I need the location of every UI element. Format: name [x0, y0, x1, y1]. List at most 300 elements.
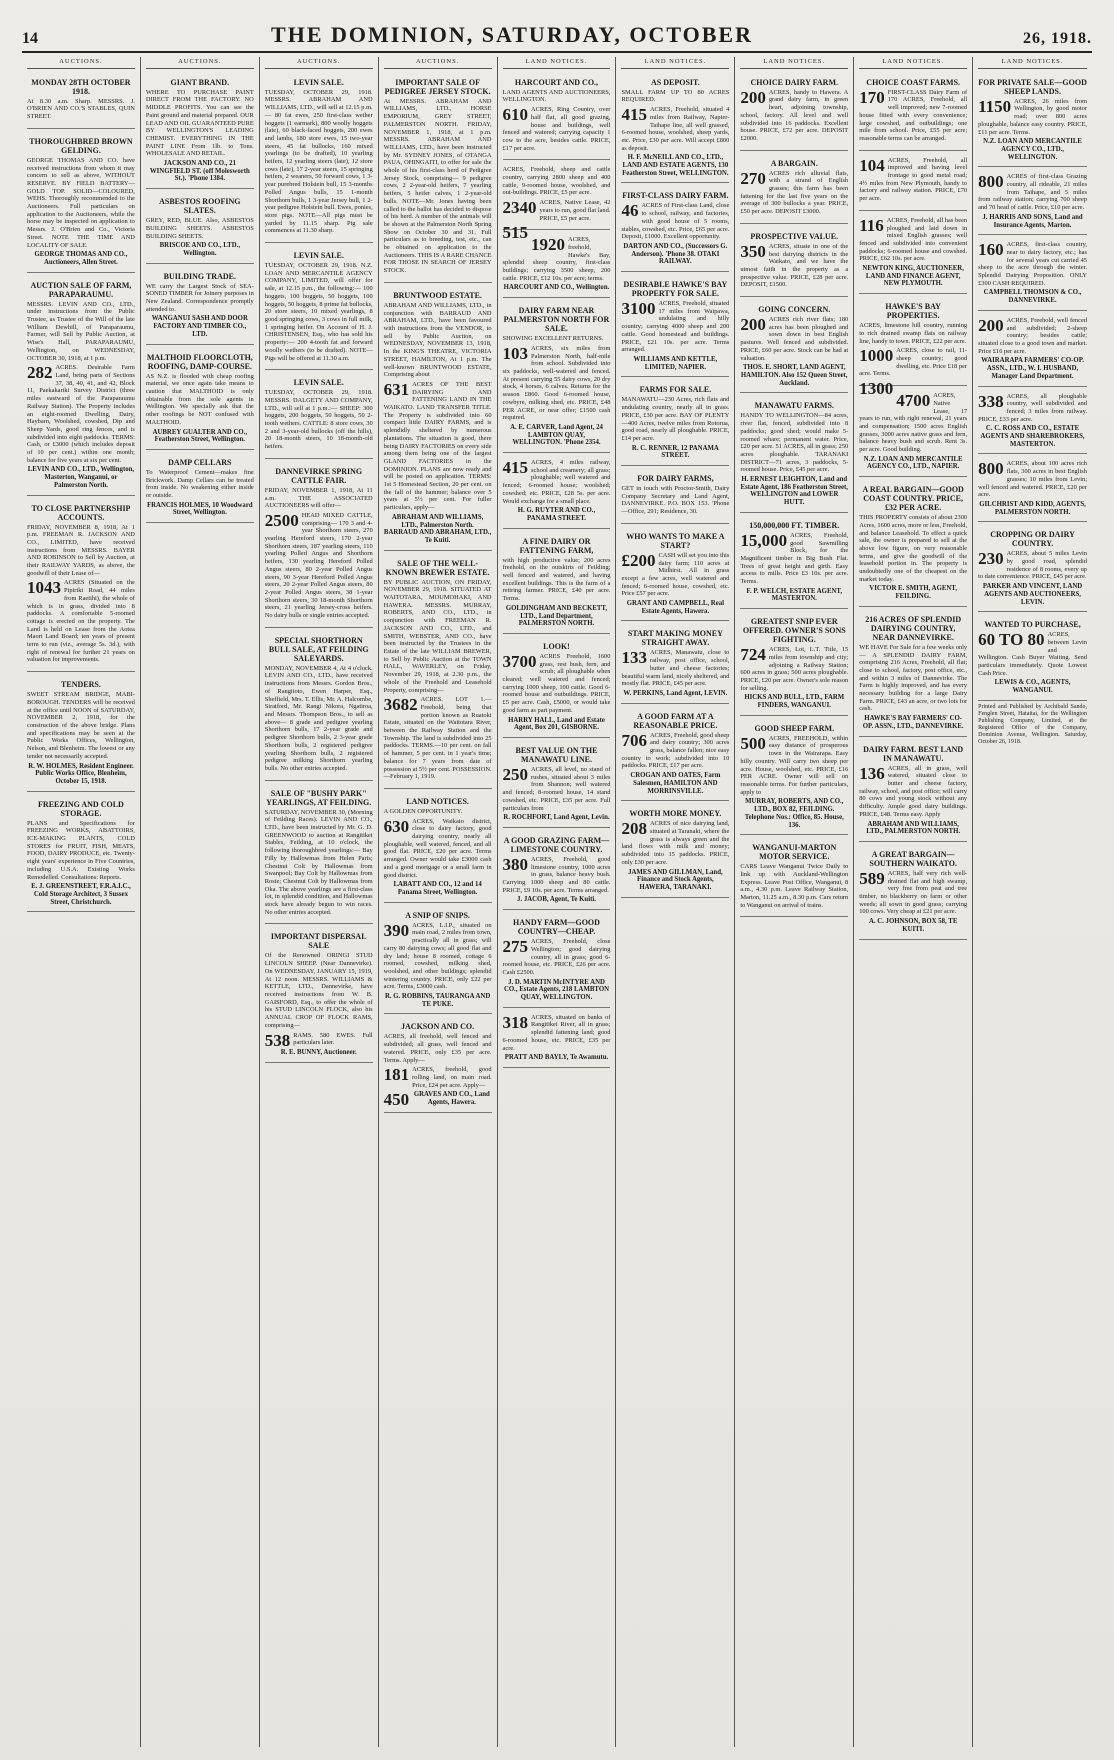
issue-date: 26, 1918. — [1023, 30, 1092, 47]
ad-text: 103 ACRES, six miles from Palmerston North, half-mile from school. Subdivided into six paddocks, well-watered and fenced. At present carrying 55 dairy cows, 20 dry stock, 4 horses, 6 calves. Returns for the season £860. Good 6-roomed house, cowbyre, milking shed, etc. PRICE, £48 PER ACRE, or near offer; £1500 cash required. — [502, 343, 611, 422]
advertisement — [502, 163, 611, 243]
ad-text: 415 ACRES, Freehold, situated 4 miles from Railway, Napier-Taihape line, all well grassed, 6-roomed house, woolshed, sheep yards, etc. Price, £30 per acre. Will accept £800 as deposit. — [621, 105, 730, 152]
ad-acreage: 515 — [502, 223, 529, 243]
ad-text: BY PUBLIC AUCTION, ON FRIDAY, NOVEMBER 29, 1918. SITUATED AT WAITOTARA, MOUMOHAKI, AND HAWERA. MESSRS. MURRAY, ROBERTS, AND CO., LTD., in conjunction with FREEMAN R. JACKSON AND CO., LTD., and SMITH, WEBSTER, AND CO., have been instructed by the Trustees in the Estate of the late WILLIAM BREWER, to Sell by Public Auction at the TOWN HALL, WAVERLEY, on Friday, November 29, 1918, at 2.30 p.m., the whole of the Freehold and Leasehold Property, comprising— — [383, 578, 492, 694]
ad-text: MANAWATU—230 Acres, rich flats and undulating country, nearly all in grass. PRICE, £30 per acre. BAY OF PLENTY—400 Acres, twelve miles from Rotorua, good road, nearly all ploughable. PRICE, £14 per acre. — [621, 396, 730, 442]
ad-signature: N.Z. LOAN AND MERCANTILE AGENCY CO., LTD., WELLINGTON. — [983, 138, 1082, 161]
ad-heading: FIRST-CLASS DAIRY FARM. — [622, 191, 729, 201]
ad-acreage: 1150 — [978, 96, 1012, 116]
ad-heading: GREATEST SNIP EVER OFFERED. OWNER'S SONS FIGHTING. — [742, 617, 846, 645]
ad-text: 2500 HEAD MIXED CATTLE, comprising— 170 3 and 4-year Shorthorn steers, 270 yearling Hereford steers, 170 2-year Shorthorn steers, 187 yearling steers, 110 yearling Polled Angus and Shorthorn heifers, 130 yearling Hereford Polled Angus steers, 80 2-year Polled Angus steers, 90 3-year Hereford Polled Angus steers, 20 2-year Polled Angus steers, 80 2-year Polled Angus steers, 38 1-year Shorthorn steers, 30 18-month Shorthorn steers, 21 yearling Jersey-cross heifers. No dairy bulls or single entries accepted. — [264, 510, 373, 620]
ad-text: WE carry the Largest Stock of SEA-SONED TIMBER for Joinery purposes in New Zealand. Correspondence promptly attended to. — [145, 282, 254, 313]
ad-text: MESSRS. LEVIN AND CO., LTD., under instructions from the Public Trustee, as Trustee of the Will of the late William Dewhill, of Paraparaumu, Farmer, will Sell by Public Auction, at Wise's Hall, PARAPARAUMU, Wellington, on WEDNESDAY, OCTOBER 30, 1918, at 1 p.m. — [27, 300, 135, 362]
ad-acreage: 338 — [978, 391, 1004, 411]
ad-signature: A. C. JOHNSON, BOX 58, TE KUITI. — [868, 918, 958, 933]
ad-signature: J. HARRIS AND SONS, Land and Insurance Agents, Marton. — [982, 213, 1083, 229]
ad-heading: A GOOD FARM AT A REASONABLE PRICE. — [633, 711, 718, 730]
advertisement — [621, 527, 729, 622]
ad-acreage: 282 — [27, 363, 53, 383]
ad-acreage: 3700 — [502, 651, 537, 671]
ad-text: with high productive value; 200 acres freehold, on the outskirts of Feilding; well fenced and watered, and having excellent buildings. This is the farm of a retiring farmer. PRICE, £40 per acre. Terms. — [502, 556, 611, 603]
ad-text: SATURDAY, NOVEMBER 30, (Morning of Feilding Races). LEVIN AND CO., LTD., have been instructed by Mr. G. D. GREENWOOD to auction at Rangitikei Stables, Feilding, at 10 o'clock, the following thoroughbred yearlings:— Bay Filly by Hallowmas from Helen Paris; Chestnut Colt by Hallowmas from Swanpool; Bay Colt by Hallowmas from Rosie; Chestnut Colt by Hallowmas from Oka. The above yearlings are a first-class lot, in splendid condition, and Hallowmas stock have already begun to win races. No other entries accepted. — [264, 808, 373, 916]
advertisement — [384, 1017, 492, 1112]
ad-text: SHOWING EXCELLENT RETURNS. — [502, 335, 604, 343]
ad-heading: HAWKE'S BAY PROPERTIES. — [885, 302, 941, 321]
ad-heading: GIANT BRAND. — [170, 77, 230, 87]
advertisement — [740, 300, 848, 393]
ad-signature: GEORGE THOMAS AND CO., Auctioneers, Allen Street. — [34, 251, 128, 266]
ad-heading: MALTHOID FLOORCLOTH, ROOFING, DAMP-COURSE. — [146, 352, 253, 371]
advertisement — [621, 707, 729, 802]
ad-text: 60 TO 80 ACRES, between Levin and Wellington. Cash Buyer Waiting. Send particulars immediately. Quote Lowest Cash Price. — [978, 630, 1087, 677]
advertisement — [859, 73, 967, 151]
column-header: LAND NOTICES. — [740, 57, 848, 69]
ad-heading: MONDAY 28TH OCTOBER 1918. — [31, 77, 131, 96]
ad-text: 1920 ACRES, freehold, Hawke's Bay, splendid sheep country, first-class buildings; carrying 3500 sheep, 200 cattle. PRICE, £12 10s. per acre; terms. — [502, 235, 611, 282]
advertisement — [265, 784, 373, 925]
advertisement — [27, 499, 135, 673]
ad-text: ACRES, limestone hill country, running to rich drained swamp flats on railway line, handy to town. PRICE, £22 per acre. — [859, 322, 968, 345]
ad-acreage: 200 — [740, 315, 766, 335]
ad-signature: R. ROCHFORT, Land Agent, Levin. — [503, 814, 610, 822]
masthead — [22, 18, 1092, 53]
ad-text: 589 ACRES, half very rich well-drained flat and high swamp, very free from peat and tree timber, no blackberry on farm or other weeds; all sown in good grass; carrying 100 cows. Very cheap at £21 per acre. — [859, 868, 968, 916]
ad-text: 1043 ACRES (Situated on the Pipiriki Road, 44 miles from Raetihi), the whole of which is in grass, divided into 8 paddocks. A comfortable 5-roomed cottage is erected on the property. The Land is held on Lease from the Aotea Maori Land Board; ten years of present term to run (viz., average 5s. 3d.), with right of renewal for further 21 years on valuation for improvements. — [27, 578, 135, 664]
advertisement — [978, 314, 1087, 387]
ad-text: 4700 ACRES, Native Lease, 17 years to run, with right renewal, 21 years and compensation; 1500 acres English grasses, 3000 acres native grass and fern, balance heavy bush and scrub. Rent 3s. per acre. Good building. — [859, 391, 968, 454]
column — [141, 57, 260, 1747]
ad-text: GEORGE THOMAS AND CO. have received instructions from whom it may concern to sell as above, WITHOUT RESERVE. BY FIELD BATTERY—GOLD TOP. SOLID—COLOURED, WEHS. Thoroughly recommended to the Auctioneers. Full particulars on application to the Auctioneers, while the horse may be inspected on application to Messrs. J. O'Brien and Co., Victoria Street. NOTE THE TIME AND LOCALITY OF SALE. — [27, 156, 135, 249]
advertisement — [621, 186, 729, 272]
ad-text: 181 ACRES, freehold, good rolling land, on main road. Price, £24 per acre. Apply— — [383, 1065, 492, 1089]
ad-acreage: 133 — [621, 648, 647, 668]
advertisement — [621, 275, 729, 377]
ad-signature: FRANCIS HOLMES, 10 Woodward Street, Wellington. — [147, 501, 253, 517]
advertisement — [27, 73, 135, 129]
ad-text: 631 ACRES OF THE BEST DAIRYING AND FATTENING LAND IN THE WAIKATO. LAND TRANSFER TITLE. The Property is subdivided into 60 compact little DAIRY FARMS, and is splendidly sheltered by numerous plantations. The situation is good, there being DAIRY FACTORIES on every side among them being one of the largest GLAND FACTORIES in the DOMINION. PLANS are now ready and will be posted on application. TERMS: 1st 5 Homestead Section, 20 per cent. on the fall of the hammer; balance over 5 years at 5½ per cent. For fuller particulars, apply— — [383, 379, 492, 512]
column-header: LAND NOTICES. — [503, 57, 611, 69]
advertisement — [621, 624, 729, 703]
advertisement — [146, 267, 254, 345]
ad-signature: R. G. ROBBINS, TAURANGA AND TE PUKE. — [384, 993, 491, 1008]
advertisement — [146, 73, 254, 189]
advertisement — [384, 792, 492, 903]
ad-signature: VICTOR E. SMITH, AGENT, FEILDING. — [869, 585, 958, 601]
ad-text: 170 FIRST-CLASS Dairy Farm of 170 ACRES, Freehold, all well improved; new 7-roomed house fitted with every convenience; large cowshed, and outbuildings; one mile from school. Price, £55 per acre; reasonable terms can be arranged. — [859, 87, 968, 142]
ad-heading: FOR DAIRY FARMS, — [637, 474, 714, 484]
ad-heading: A BARGAIN. — [770, 158, 818, 168]
ad-signature: HICKS AND BULL, LTD., FARM FINDERS, WANGANUI. — [744, 694, 845, 710]
advertisement — [978, 170, 1087, 235]
ad-text: 724 ACRES, Lot, L.T. Title, 15 miles from township and city; adjoining a Railway Station; 600 acres in grass; 500 acres ploughable. PRICE, £20 per acre. Owner's sole reason for selling. — [740, 645, 849, 692]
ad-acreage: 800 — [978, 459, 1004, 479]
advertisement — [27, 276, 135, 496]
ad-signature: LEVIN AND CO., LTD., Wellington, Masterton, Wanganui, or Palmerston North. — [27, 466, 135, 489]
ad-signature: N.Z. LOAN AND MERCANTILE AGENCY CO., LTD., NAPIER. — [863, 455, 963, 471]
ad-heading: DAMP CELLARS — [168, 457, 232, 467]
ad-signature: ABRAHAM AND WILLIAMS, LTD., PALMERSTON NORTH. — [866, 820, 961, 836]
printer-imprint: Printed and Published by Archibald Sando, Fenglen Street, Hataitai, for the Wellington Publishing Company, Limited, at the Registered Office of the Company, Dominion Avenue, Wellington. Saturday, October 26, 1918. — [978, 703, 1087, 745]
ad-acreage: 1000 — [859, 346, 894, 366]
ad-signature: CROGAN AND OATES, Farm Salesmen, HAMILTON AND MORRINSVILLE. — [630, 772, 721, 795]
ad-acreage: 181 — [383, 1065, 410, 1085]
ad-text: 160 ACRES, first-class country, near to dairy factory, etc.; has for several years cut carried 45 sheep to the acre through the winter. Splendid Dairying Proposition. ONLY £300 CASH REQUIRED. — [978, 240, 1087, 287]
ad-acreage: 380 — [502, 854, 529, 874]
advertisement — [859, 480, 967, 607]
ad-heading: AS DEPOSIT. — [651, 77, 700, 87]
advertisement — [740, 73, 848, 151]
advertisement — [859, 740, 967, 842]
column-grid — [22, 57, 1092, 1747]
ad-acreage: 3682 — [383, 695, 418, 715]
column-header: LAND NOTICES. — [621, 57, 729, 69]
ad-heading: JACKSON AND CO. — [401, 1022, 475, 1032]
ad-text: 200 ACRES rich river flats; 180 acres has been ploughed and sown down in best English pastures. Well fenced and subdivided. PRICE, £60 per acre. Stock can be had at valuation. — [740, 315, 849, 362]
ad-text: To Waterproof Cement—makes fine Brickwork. Damp Cellars can be treated from inside. No weakening either inside or outside. — [145, 468, 254, 500]
ad-acreage: 706 — [621, 730, 647, 750]
ad-heading: CROPPING OR DAIRY COUNTRY. — [990, 530, 1075, 549]
advertisement — [740, 154, 848, 224]
ad-heading: BEST VALUE ON THE MANAWATU LINE. — [515, 746, 598, 764]
advertisement — [859, 214, 967, 294]
ad-text: 2340 ACRES, Native Lease, 42 years to run, good flat land. PRICE, £5 per acre. — [502, 198, 611, 222]
ad-text: FRIDAY, NOVEMBER 1, 1918, At 11 a.m. THE ASSOCIATED AUCTIONEERS will offer— — [264, 486, 373, 510]
ad-heading: MANAWATU FARMS. — [754, 401, 834, 411]
ad-heading: FREEZING AND COLD STORAGE. — [38, 799, 124, 818]
ad-text: 200 ACRES, handy to Hawera. A grand dairy farm, in green heart, adjoining township, school, factory. All level and well subdivided into 16 paddocks. Excellent house. PRICE, £72 per acre. DEPOSIT £2000. — [740, 87, 849, 142]
advertisement — [265, 631, 373, 781]
ad-text: 318 ACRES, situated on banks of Rangitikei River, all in grass; splendid fattening land; good 6-roomed house, etc. PRICE, £35 per acre. — [502, 1012, 611, 1052]
ad-signature: JACKSON AND CO., 21 WINGFIELD ST. (off Molesworth St.). 'Phone 1384. — [149, 160, 250, 183]
ad-signature: J. JACOB, Agent, Te Kuiti. — [517, 896, 596, 904]
ad-heading: DAIRY FARM. BEST LAND IN MANAWATU. — [863, 744, 964, 763]
ad-heading: THOROUGHBRED BROWN GELDING. — [29, 136, 133, 155]
ad-text: 250 ACRES, all level, no stand of rushes, situated about 3 miles from Shannon; well watered and fenced; 8-roomed house, 14 stand cowshed, etc. PRICE, £35 per acre. Full particulars from — [502, 765, 611, 812]
ad-heading: A GREAT BARGAIN—SOUTHERN WAIKATO. — [869, 849, 957, 868]
ad-signature: GRANT AND CAMPBELL, Real Estate Agents, Hawera. — [626, 600, 725, 615]
advertisement — [740, 516, 848, 609]
advertisement — [740, 396, 848, 512]
ad-text: 380 ACRES, Freehold, good limestone country, 1000 acres in grass, balance heavy bush. Carrying 1000 sheep and 80 cattle. PRICE, £9 10s. per acre. Terms arranged. — [502, 854, 611, 894]
ad-text: HANDY TO WELLINGTON—84 acres, river flat, fenced, subdivided into 8 paddocks; good shed; would make 5-roomed whare; permanent water. Price, £20 per acre. 51 ACRES, all in grass; 250 acres ploughable. TARANAKI DISTRICT—71 acres, 3 paddocks, 5-roomed house. Price, £45 per acre. — [740, 412, 849, 474]
ad-signature: MURRAY, ROBERTS, AND CO., LTD., BOX 82, FEILDING. Telephone Nos.: Office, 85. House, 136. — [744, 798, 844, 829]
advertisement — [740, 227, 848, 297]
ad-signature: THOS. E. SHORT, LAND AGENT, HAMILTON. Also 152 Queen Street, Auckland. — [740, 364, 848, 387]
ad-heading: LEVIN SALE. — [293, 77, 344, 87]
advertisement — [27, 795, 135, 913]
ad-acreage: 104 — [859, 155, 885, 175]
ad-heading: START MAKING MONEY STRAIGHT AWAY. — [627, 629, 723, 648]
ad-text: CARS Leave Wanganui Twice Daily to link up with Auckland-Wellington Express. Leave Post Office, Wanganui, 8 a.m., 4.30 p.m. Leave Railway Station, Marton, 11.25 a.m., 8.30 p.m. Cars return to Wanganui on arrival of trains. — [740, 863, 849, 909]
advertisement — [384, 286, 492, 551]
column — [616, 57, 735, 1747]
ad-text: WHERE TO PURCHASE PAINT DIRECT FROM THE FACTORY. NO MIDDLE PROFITS. You can see the Paint ground and material prepared. OUR LEAD AND OIL GUARANTEED PURE BY WELLINGTON'S LEADING CHEMIST. EVERYTHING IN THE PAINT LINE From 1lb. to Tons. WHOLESALE AND RETAIL. — [145, 88, 254, 158]
ad-heading: CHOICE DAIRY FARM. — [750, 77, 839, 87]
advertisement — [859, 845, 967, 940]
ad-text: GET in touch with Proctor-Smith, Dairy Company Secretary and Land Agent, DANNEVIRKE. P.O. BOX 153. 'Phone—Office, 291; Residence, 30. — [621, 485, 730, 516]
advertisement — [503, 233, 611, 298]
ad-text: AS N.Z. is flooded with cheap roofing material, we once again take means to caution that MALTHOID is only obtainable from the sole agents in Wellington. We specially ask that the other roofings be NOT confused with MALTHOID. — [145, 372, 254, 426]
ad-text: 390 ACRES, L.I.P., situated on main road, 2 miles from town, practically all in grass; will carry 80 dairying cows; all good flat and dry land; house 8 roomed, cottage 6 roomed, cowshed, milking shed, woolshed, and other buildings; splendid wintering country. PRICE, only £22 per acre. Terms, £3000 cash. — [383, 920, 492, 991]
ad-text: THIS PROPERTY consists of about 2300 Acres, 1600 acres, more or less, Freehold, and balance Leasehold. To effect a quick sale, the owner is prepared to sell at the above low figure, on very reasonable terms, and give the goodwill of the leasehold portion in. The property is undoubtedly one of the cheapest on the market today. — [859, 514, 968, 583]
advertisement — [859, 154, 967, 211]
ad-acreage: 136 — [859, 763, 885, 783]
ad-acreage: 200 — [978, 315, 1004, 335]
advertisement — [265, 73, 373, 243]
ad-text: LAND AGENTS AND AUCTIONEERS, WELLINGTON. — [502, 88, 611, 104]
ad-heading: LOOK! — [543, 641, 570, 651]
ad-acreage: 3100 — [621, 299, 656, 319]
ad-heading: BUILDING TRADE. — [163, 271, 236, 281]
ad-text: 230 ACRES, about 5 miles Levin by good road, splendid residence of 8 rooms, every up to date convenience. PRICE, £45 per acre. — [978, 549, 1087, 581]
ad-signature: PRATT AND BAYLY, Te Awamutu. — [504, 1054, 609, 1062]
ad-text: 800 ACRES of first-class Grazing country, all rideable, 21 miles from Taihape, and 5 miles from railway station; carrying 700 sheep and 70 head of cattle. Price, £10 per acre. — [978, 172, 1087, 212]
ad-text: ACRES, Freehold, sheep and cattle country, carrying 2800 sheep and 400 cattle, 9-roomed house, woolshed, and out-buildings. PRICE, £5 per acre. — [502, 166, 611, 197]
ad-heading: WANGANUI-MARTON MOTOR SERVICE. — [752, 843, 837, 862]
ad-acreage: 15,000 — [740, 530, 788, 550]
ad-heading: GOOD SHEEP FARM. — [754, 723, 835, 733]
ad-acreage: 589 — [859, 868, 885, 888]
ad-signature: A. E. CARVER, Land Agent, 24 LAMBTON QUAY, WELLINGTON. 'Phone 2354. — [510, 423, 603, 447]
ad-signature: W. PERKINS, Land Agent, LEVIN. — [623, 689, 728, 697]
ad-text: TUESDAY, OCTOBER 29, 1918. N.Z. LOAN AND MERCANTILE AGENCY COMPANY, LIMITED, will offer for sale, at 12.15 p.m., the following:— 100 hoggets, 100 hoggets, 50 hoggets, 100 hoggets, 50 hoggets, 8 prime fat bullocks, 20 store steers, 10 mixed yearlings, 8 good springing cows, 3 cows in full milk, 1 springing heifer. On Account of H. J. CHRISTENSEN, Esq., who has sold his property:— 200 4-tooth fat and forward woolly wethers (to be drafted). NOTE—Pigs will be offered at 11.30 a.m. — [264, 262, 373, 362]
ad-signature: E. J. GREENSTREET, F.R.A.I.C., Cold Storage Architect, 3 Sussex Street, Christchurch. — [31, 883, 131, 906]
ad-acreage: 2340 — [502, 198, 537, 218]
ad-signature: R. W. HOLMES, Resident Engineer. Public Works Office, Blenheim, October 15, 1918. — [28, 762, 134, 785]
ad-heading: IMPORTANT DISPERSAL SALE — [270, 932, 367, 951]
ad-text: At 8.30 a.m. Sharp. MESSRS. J. O'BRIEN AND CO.'S STABLES, QUIN STREET. — [27, 97, 135, 121]
ad-signature: LEWIS & CO., AGENTS, WANGANUI. — [994, 679, 1071, 695]
ad-signature: HARRY HALL, Land and Estate Agent, Box 201, GISBORNE. — [508, 716, 605, 732]
advertisement — [978, 525, 1087, 612]
ad-heading: TENDERS. — [61, 680, 101, 690]
page-number: 14 — [22, 30, 38, 47]
ad-text: PLANS and Specifications for FREEZING WORKS, ABATTOIRS, ICE-MAKING PLANTS, COLD STORES for FRUIT, FISH, MEATS, FOOD, DAIRY PRODUCE, etc. Twenty-eight years' experience in Five Countries, including U.S.A. Existing Works Remodelled. Consultations: Reports. — [27, 819, 135, 881]
ad-acreage: 2500 — [264, 510, 299, 530]
ad-signature: PARKER AND VINCENT, LAND AGENTS AND AUCTIONEERS, LEVIN. — [982, 583, 1083, 606]
ad-acreage: 390 — [383, 920, 410, 940]
advertisement — [265, 927, 373, 1062]
column — [735, 57, 854, 1747]
ad-text: 270 ACRES rich alluvial flats, with a strand of English grasses; this farm has been fattening for the last five years on the average of 300 bullocks a year. PRICE, £50 per acre. DEPOSIT £3000. — [740, 168, 849, 216]
column — [22, 57, 141, 1747]
advertisement — [503, 741, 611, 828]
advertisement — [27, 675, 135, 791]
ad-acreage: 4700 — [896, 391, 931, 411]
ad-text: GREY, RED, BLUE. Also, ASBESTOS BUILDING SHEETS. ASBESTOS BUILDING SHEETS. — [145, 217, 254, 240]
ad-acreage: 1920 — [531, 235, 566, 255]
advertisement — [384, 906, 492, 1015]
ad-signature: GRAVES AND CO., Land Agents, Hawera. — [413, 1091, 490, 1107]
advertisement — [859, 389, 967, 477]
ad-signature: J. D. MARTIN McINTYRE AND CO., Estate Agents, 218 LAMBTON QUAY, WELLINGTON. — [503, 978, 610, 1002]
ad-acreage: 1043 — [27, 578, 61, 598]
ad-text: 1150 ACRES, 26 miles from Wellington, by good motor road; over 800 acres ploughable, balance easy country. PRICE, £11 per acre. Terms. — [978, 96, 1087, 136]
column — [854, 57, 973, 1747]
ad-text: TUESDAY, OCTOBER 29, 1918. MESSRS. DALGETY AND COMPANY, LTD., will sell at 1 p.m.:— SHEEP: 300 hoggets, 200 hoggets, 50 hoggets, 50 2-tooth wethers. CATTLE: 8 store cows, 30 2 and 3-year-old bullocks (off the hills), 20 18-month steers, 10 18-month-old heifers. — [264, 389, 373, 451]
newspaper-title: THE DOMINION, SATURDAY, OCTOBER — [271, 22, 753, 47]
advertisement — [146, 192, 254, 264]
ad-text: 415 ACRES, 4 miles railway, school and creamery; all grass; ploughable; well watered and fenced; 6-roomed house; woolshed; cowshed; etc. PRICE, £28 5s. per acre. Would exchange for a small place. — [502, 458, 611, 505]
advertisement — [859, 610, 967, 737]
ad-acreage: 60 TO 80 — [978, 630, 1045, 650]
column-header: AUCTIONS. — [265, 57, 373, 69]
ad-heading: DAIRY FARM NEAR PALMERSTON NORTH FOR SALE. — [503, 306, 610, 334]
advertisement — [265, 373, 373, 459]
ad-text: At MESSRS. ABRAHAM AND WILLIAMS, LTD., HORSE EMPORIUM, GREY STREET, PALMERSTON NORTH. FRIDAY, NOVEMBER 1, 1918, at 1 p.m. MESSRS. ABRAHAM AND WILLIAMS, LTD., have been instructed by Mr. SYDNEY JONES, of OTANGA PAUA, OHINGAITI, to offer for sale the whole of his first-class herd of Pedigree Jersey Stock, comprising— 9 pedigree cows, 2 2-year-old heifers, 7 yearling heifers, 5 heifer calves, 1 2-year-old bulls. NOTE—Mr. Jones having been called to the ballot has decided to dispose of his herd. A number of the animals will be shown at the Palmerston North Spring Show on October 30 and 31. Full particulars as to breeding, test, etc., can be obtained on application to the Auctioneers. THIS IS A RARE CHANCE FOR THOSE IN SEARCH OF JERSEY STOCK. — [383, 97, 492, 275]
ad-signature: HAWKE'S BAY FARMERS' CO-OP. ASSN., LTD., DANNEVIRKE. — [862, 715, 964, 730]
ad-text: 133 ACRES, Manawatu, close to railway, post office, school, butter and cheese factories; beautiful warm land, nicely sheltered, and mostly flat. PRICE, £45 per acre. — [621, 648, 730, 688]
ad-signature: CAMPBELL THOMSON & CO., DANNEVIRKE. — [983, 289, 1082, 305]
advertisement — [146, 453, 254, 523]
ad-text: 116 ACRES, Freehold, all has been ploughed and laid down in mixed English grasses; well fenced and subdivided into convenient paddocks; 6-roomed house and cowshed. PRICE, £62 10s. per acre. — [859, 215, 968, 263]
ad-text: 3100 ACRES, Freehold, situated 17 miles from Waipawa, undulating and hilly country; carrying 4000 sheep and 200 cattle. Good homestead and buildings. PRICE, £21 10s. per acre. Terms arranged. — [621, 299, 730, 354]
advertisement — [621, 380, 729, 466]
ad-signature: GOLDINGHAM AND BECKETT, LTD., Land Department, PALMERSTON NORTH. — [505, 604, 608, 628]
ad-signature: WANGANUI SASH AND DOOR FACTORY AND TIMBER CO., LTD. — [151, 315, 248, 338]
advertisement — [146, 348, 254, 450]
ad-text: MONDAY, NOVEMBER 4, At 4 o'clock. LEVIN AND CO., LTD., have received instructions from Messrs. Gordon Bros., of Rangitoto, Ewen Harper, Esq., Sheffield, Mrs. T. Ellis, Mr. A. Halcombe, Stratford, Mr. Rangi Nikora, Ngatiroa, and Messrs. Thompson Bros., to sell as above— 8 grade and pedigree yearling Shorthorn bulls, 17 2-year grade and pedigree Shorthorn bulls, 2 3-year grade Shorthorn bulls, 2 registered pedigree yearling Shorthorn bulls, 2 registered pedigree milking Shorthorn yearling bulls. No other entries accepted. — [264, 664, 373, 772]
advertisement — [740, 838, 848, 917]
ad-heading: 216 ACRES OF SPLENDID DAIRYING COUNTRY, NEAR DANNEVIRKE. — [865, 614, 962, 642]
ad-heading: LAND NOTICES. — [406, 796, 469, 806]
ad-text: WE HAVE For Sale for a few weeks only— A SPLENDID DAIRY FARM, comprising 216 Acres, Freehold, all flat; close to school, factory, post office, etc., and within 3 miles of Dannevirke. The Farm is highly improved, and has every necessary building for a large Dairy Farm. PRICE, £43 an acre, or two lots for cash. — [859, 643, 968, 713]
ad-heading: IMPORTANT SALE OF PEDIGREE JERSEY STOCK. — [384, 77, 491, 96]
ad-acreage: 538 — [264, 1030, 291, 1050]
advertisement — [503, 532, 611, 634]
ad-text: 104 ACRES, Freehold, all improved and having level frontage to good metal road; 4½ miles from New Plymouth, handy to factory and railway station. PRICE, £70 per acre. — [859, 155, 968, 203]
ad-acreage: 415 — [502, 458, 529, 478]
ad-signature: R. E. BUNNY, Auctioneer. — [280, 1048, 357, 1056]
ad-heading: HANDY FARM—GOOD COUNTRY—CHEAP. — [513, 918, 600, 937]
ad-heading: A REAL BARGAIN—GOOD COAST COUNTRY. PRICE, £32 PER ACRE. — [862, 485, 964, 513]
ad-acreage: 160 — [978, 240, 1004, 260]
ad-signature: DARTON AND CO., (Successors G. Anderson). 'Phone 38. OTAKI RAILWAY. — [623, 242, 728, 266]
ad-text: 200 ACRES, Freehold, well fenced and subdivided; 2-sheep country; besides cattle; situated close to a good town and market. Price £16 per acre. — [978, 315, 1087, 355]
ad-heading: TO CLOSE PARTNERSHIP ACCOUNTS. — [31, 503, 131, 522]
ad-signature: NEWTON KING, AUCTIONEER, LAND AND FINANCE AGENT, NEW PLYMOUTH. — [862, 265, 964, 288]
ad-acreage: 610 — [502, 105, 529, 125]
ad-acreage: 450 — [383, 1090, 410, 1110]
column — [260, 57, 379, 1747]
advertisement — [740, 719, 848, 835]
ad-acreage: 630 — [383, 816, 410, 836]
ad-text: 800 ACRES, about 100 acres rich flats, 300 acres in best English grasses; 10 miles from Levin; well fenced and watered. PRICE, £20 per acre. — [978, 459, 1087, 499]
ad-heading: SALE OF THE WELL-KNOWN BREWER ESTATE. — [385, 558, 490, 577]
ad-text: 500 ACRES, FREEHOLD, within easy distance of prosperous town in the Wairarapa. Easy hilly country. Will carry two sheep per acre. House, woolshed, etc. PRICE, £16 PER ACRE. Owner will sell on reasonable terms. For further particulars, apply to — [740, 733, 849, 796]
ad-heading: WHO WANTS TO MAKE A START? — [626, 531, 725, 550]
ad-heading: SALE OF "BUSHY PARK" YEARLINGS, AT FEILDING. — [266, 788, 372, 807]
ad-heading: DESIRABLE HAWKE'S BAY PROPERTY FOR SALE. — [623, 280, 728, 299]
ad-signature: JAMES AND GILLMAN, Land, Finance and Stock Agents, HAWERA, TARANAKI. — [628, 868, 723, 891]
ad-acreage: 208 — [621, 819, 647, 839]
ad-acreage: 724 — [740, 645, 766, 665]
ad-acreage: 800 — [978, 172, 1004, 192]
ad-text: 3700 ACRES Freehold, 1600 grass, rest bush, fern, and scrub; all ploughable when cleared; well watered and fenced; carrying 1000 sheep, 100 cattle. Good 6-roomed house and outbuildings. PRICE, £5 per acre. Cash, £5000, or would take good farm as part payment. — [502, 651, 611, 714]
ad-text: 46 ACRES of First-class Land, close to school, railway, and factories, with good house of 5 rooms, stables, cowshed, etc. Price, £65 per acre. Deposit, £1000. Excellent opportunity. — [621, 201, 730, 241]
advertisement — [978, 390, 1087, 455]
advertisement — [503, 1011, 611, 1068]
column — [379, 57, 498, 1747]
ad-text: ACRES, all freehold, well fenced and subdivided; all grass, well fenced and watered. PRICE, only £35 per acre. Terms. Apply— — [383, 1033, 492, 1064]
ad-signature: H. F. McNEILL AND CO., LTD., LAND AND ESTATE AGENTS, 130 Featherston Street, WELLINGTON. — [622, 154, 729, 177]
ad-heading: LEVIN SALE. — [293, 251, 344, 261]
ad-heading: WANTED TO PURCHASE, — [984, 620, 1081, 630]
ad-text: TUESDAY, OCTOBER 29, 1918. MESSRS. ABRAHAM AND WILLIAMS, LTD., will sell at 12.15 p.m.— 80 fat ewes, 250 first-class wether hoggets (1 earmark), 800 woolly hoggets (late), 60 black-faced hoggets, 200 ewes and lambs, 180 store ewes, 15 two-year steers, 45 fat bullocks, 160 mixed yearlings (to be drafted), 10 yearling heifers, 12 yearling steers (late), 12 store cows (late), 17 2-year steers, 15 springing heifers, 2 weaners, 50 forward cows, 1 3-year purebred Holstein bull, 15 3-months Polled Angus bulls, 15 1-month Shorthorn bulls, 1 3-year Jersey bull, 1 2-year pedigree Holstein bull. Ewes, ponies, store pigs. NOTE—All pigs must be yarded by 11.15 sharp. Pig sale commences at 11.30 sharp. — [264, 88, 373, 235]
ad-signature: HARCOURT AND CO., Wellington. — [503, 284, 610, 292]
advertisement — [978, 238, 1087, 311]
ad-acreage: 230 — [978, 549, 1004, 569]
ad-acreage: 500 — [740, 733, 766, 753]
advertisement — [621, 469, 729, 524]
ad-signature: F. P. WELCH, ESTATE AGENT, MASTERTON. — [746, 587, 843, 603]
ad-text: 706 ACRES, Freehold, good sheep and dairy country; 300 acres grass, balance fallen; nice easy country to work; subdivided into 10 paddocks. PRICE, £17 per acre. — [621, 730, 730, 770]
ad-signature: H. ERNEST LEIGHTON, Land and Estate Agent, 186 Featherston Street, WELLINGTON and LOWER HUTT. — [740, 476, 849, 507]
ad-heading: A FINE DAIRY OR FATTENING FARM, — [519, 536, 594, 555]
ad-heading: AUCTION SALE OF FARM, PARAPARAUMU. — [30, 280, 132, 299]
ad-acreage: 250 — [502, 765, 529, 784]
ad-heading: 150,000,000 FT. TIMBER. — [749, 520, 840, 530]
ad-acreage: 318 — [502, 1012, 529, 1032]
advertisement — [740, 612, 848, 716]
ad-heading: WORTH MORE MONEY. — [629, 809, 722, 819]
ad-text: £200 CASH will set you into this dairy farm; 110 acres at Midhirst. All in grass except a few acres, well watered and fenced; 6-roomed house, cowshed, etc. Price £57 per acre. — [621, 550, 730, 598]
ad-acreage: 46 — [621, 201, 639, 221]
ad-acreage: 200 — [740, 87, 766, 107]
advertisement — [621, 804, 729, 897]
advertisement — [384, 554, 492, 789]
ad-acreage: 275 — [502, 937, 529, 957]
ad-heading: A GOOD GRAZING FARM—LIMESTONE COUNTRY. — [503, 835, 610, 854]
ad-acreage: 631 — [383, 379, 410, 399]
advertisement — [859, 297, 968, 399]
ad-heading: SPECIAL SHORTHORN BULL SALE, AT FEILDING SALEYARDS. — [268, 635, 369, 663]
column — [498, 57, 617, 1747]
advertisement — [503, 73, 611, 161]
column-header: LAND NOTICES. — [859, 57, 967, 69]
ad-signature: C. C. ROSS AND CO., ESTATE AGENTS AND SHAREBROKERS, MASTERTON. — [980, 425, 1085, 448]
column-header: LAND NOTICES. — [978, 57, 1087, 69]
ad-text: 610 ACRES, Ring Country, over half flat, all good grazing, house and buildings, well fenced and watered; carrying capacity 1 cow to the acre, besides cattle. PRICE, £17 per acre. — [502, 105, 611, 152]
advertisement — [503, 301, 611, 453]
ad-heading: ASBESTOS ROOFING SLATES. — [159, 197, 241, 216]
ad-acreage: 1300 — [859, 379, 894, 399]
advertisement — [503, 831, 611, 910]
ad-heading: FOR PRIVATE SALE—GOOD SHEEP LANDS. — [978, 77, 1087, 96]
advertisement — [265, 462, 373, 628]
ad-heading: LEVIN SALE. — [293, 378, 344, 388]
column-header: AUCTIONS. — [384, 57, 492, 69]
ad-heading: DANNEVIRKE SPRING CATTLE FAIR. — [275, 466, 363, 485]
ad-text: 282 ACRES. Desirable Farm Land, being parts of Sections 37, 38, 40, 41, and 42, Block 11, Paekakariki Survey District (three miles eastward of the Paraparaumu Railway Station). The Property includes an eight-roomed Dwelling, Dairy, Haybarn, Woolshed, cowshed, Dip and Sheep Yards, good ring fences, and is subdivided into eight paddocks. TERMS: Cash, or £3000 (which includes deposit of 10 per cent.) within one month; balance for five years at six per cent. — [27, 363, 135, 464]
ad-text: 136 ACRES, all in grass, well watered, situated close to butter and cheese factory, railway, school, and post office; will carry 80 cows and young stock without any difficulty. Ample good dairy buildings. PRICE, £48. Terms easy. Apply — [859, 763, 968, 818]
advertisement — [265, 246, 373, 370]
ad-signature: WAIRARAPA FARMERS' CO-OP. ASSN., LTD., W. I. HUSBAND, Manager Land Department. — [981, 357, 1084, 380]
column-header: AUCTIONS. — [146, 57, 254, 69]
ad-text: 338 ACRES, all ploughable country, well subdivided and fenced; 3 miles from railway. PRICE, £33 per acre. — [978, 391, 1087, 423]
ad-acreage: £200 — [621, 550, 656, 570]
ad-heading: CHOICE COAST FARMS. — [866, 77, 961, 87]
ad-text: A GOLDEN OPPORTUNITY. — [383, 807, 463, 815]
ad-acreage: 170 — [859, 87, 885, 107]
ad-text: SWEET STREAM BRIDGE, MABI-BOROUGH. TENDERS will be received at the office until NOON of SATURDAY, NOVEMBER 2, 1918, for the construction of the above bridge. Plans and specifications may be seen at the Public Works Offices, Wellington, Nelson, and Blenheim. The lowest or any tender not necessarily accepted. — [27, 691, 135, 760]
ad-heading: HARCOURT AND CO., — [514, 77, 599, 87]
ad-text: ABRAHAM AND WILLIAMS, LTD., in conjunction with BARRAUD AND ABRAHAM, LTD., have been favoured with instructions from the VENDOR, to sell by Public Auction, on WEDNESDAY, NOVEMBER 13, 1918, In the KING'S THEATRE, VICTORIA STREET, HAMILTON, At 1 p.m. The well-known BRUNTWOOD ESTATE, Comprising about — [383, 301, 492, 379]
ad-acreage: 116 — [859, 215, 884, 235]
advertisement — [978, 73, 1087, 168]
ad-text: 3682 ACRES. LOT 1.—Freehold, being that portion known as Ruatoki Estate, situated on the Waitotara River, between the Railway Station and the Township. The land is subdivided into 25 paddocks. TERMS.—10 per cent. on fall of hammer, 5 per cent. in 1 year's time; balance for 7 years from date of possession at 5½ per cent. POSSESSION.—February 1, 1919. — [383, 695, 492, 781]
ad-text: 630 ACRES, Waikato district, close to dairy factory, good dairying country, nearly all ploughable, well watered, fenced, and all good flat. PRICE, £20 per acre. Terms arranged. Owner would take £3000 cash and a good mortgage or a small farm in good district. — [383, 816, 492, 879]
